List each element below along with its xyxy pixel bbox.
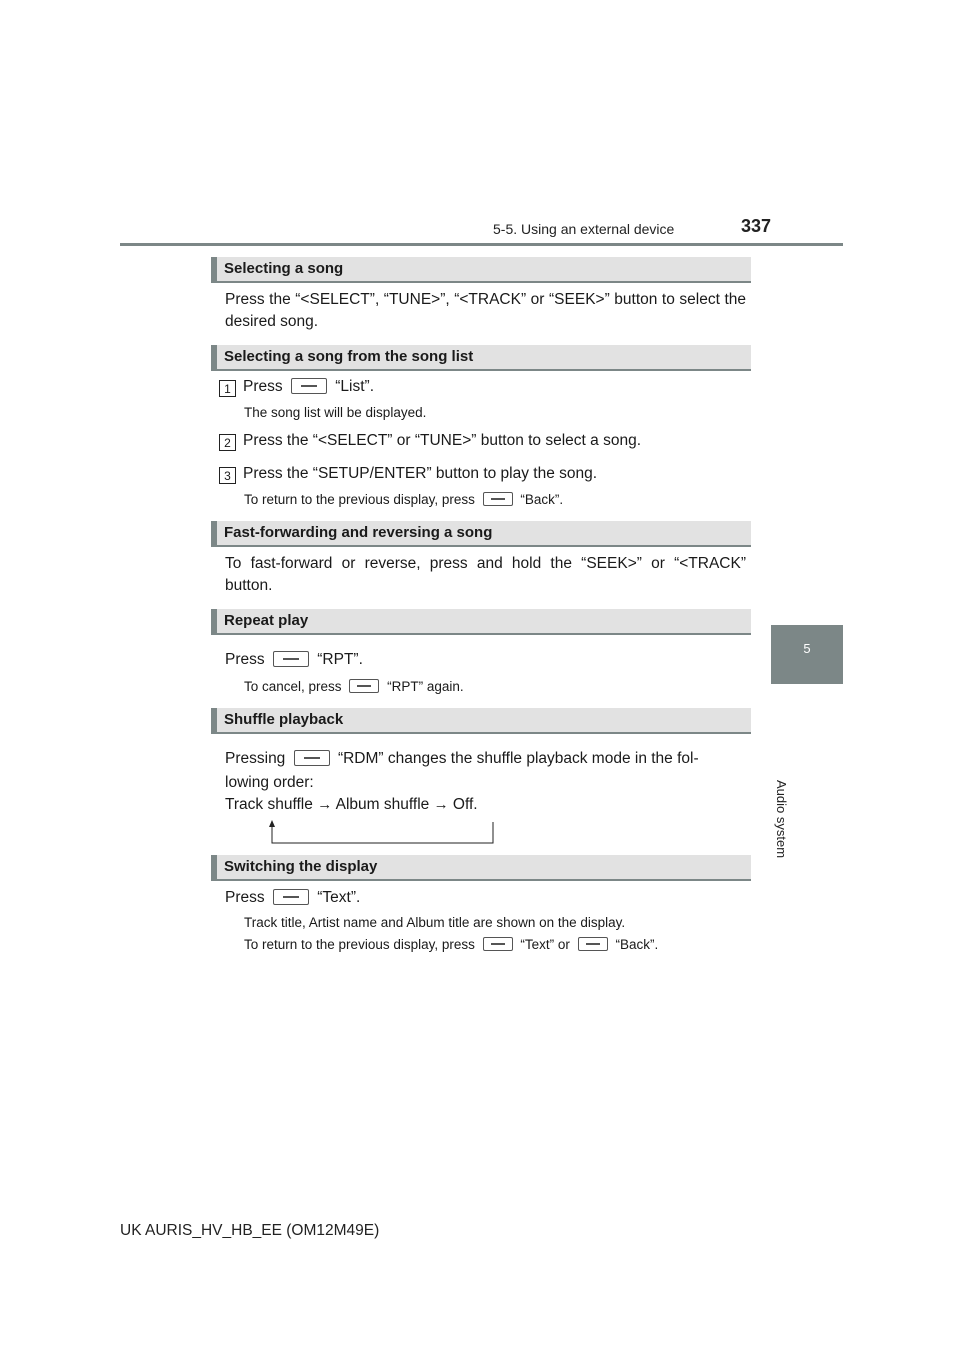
- right-arrow-icon: →: [433, 796, 449, 813]
- repeat-note: To cancel, press “RPT” again.: [244, 679, 464, 694]
- step-number-1: 1: [219, 380, 236, 397]
- step-number-3: 3: [219, 467, 236, 484]
- step-2-text: Press the “<SELECT” or “TUNE>” button to select a song.: [243, 432, 641, 449]
- header-rule: [120, 243, 843, 246]
- soft-key-button-icon: [578, 937, 608, 951]
- shuffle-line-2: lowing order:: [225, 774, 314, 791]
- chapter-title: Audio system: [774, 780, 789, 859]
- section-header-shuffle: Shuffle playback: [211, 708, 751, 734]
- shuffle-order: Track shuffle → Album shuffle → Off.: [225, 796, 478, 813]
- soft-key-button-icon: [273, 889, 309, 905]
- section-header-repeat: Repeat play: [211, 609, 751, 635]
- display-note-2: To return to the previous display, press “Text” or “Back”.: [244, 937, 659, 952]
- soft-key-button-icon: [291, 378, 327, 394]
- display-line: Press “Text”.: [225, 889, 361, 906]
- page-number: 337: [741, 216, 772, 236]
- display-note-1: Track title, Artist name and Album title are shown on the display.: [244, 915, 626, 930]
- section-header-display: Switching the display: [211, 855, 751, 881]
- step-1-note: The song list will be displayed.: [244, 405, 427, 420]
- step-3-text: Press the “SETUP/ENTER” button to play the song.: [243, 465, 598, 482]
- section-header-fast-forward: Fast-forwarding and reversing a song: [211, 521, 751, 547]
- footer-model: UK AURIS_HV_HB_EE (OM12M49E): [120, 1222, 380, 1239]
- soft-key-button-icon: [483, 492, 513, 506]
- chapter-tab: [771, 625, 843, 684]
- step-3-note: To return to the previous display, press “Back”.: [244, 492, 564, 507]
- repeat-line: Press “RPT”.: [225, 651, 363, 668]
- shuffle-line-1: Pressing “RDM” changes the shuffle playback mode in the fol-: [225, 750, 699, 767]
- soft-key-button-icon: [349, 679, 379, 693]
- header-section-title: 5-5. Using an external device: [493, 221, 675, 237]
- step-1-text: Press “List”.: [243, 378, 374, 395]
- soft-key-button-icon: [273, 651, 309, 667]
- fast-forward-body: To fast-forward or reverse, press and hold the “SEEK>” or “<TRACK” button.: [225, 555, 746, 594]
- section-header-song-list: Selecting a song from the song list: [211, 345, 751, 371]
- soft-key-button-icon: [483, 937, 513, 951]
- step-number-2: 2: [219, 434, 236, 451]
- section-header-selecting-song: Selecting a song: [211, 257, 751, 283]
- selecting-song-body: Press the “<SELECT”, “TUNE>”, “<TRACK” or “SEEK>” button to select the desired song.: [225, 291, 746, 330]
- chapter-number: 5: [803, 641, 811, 656]
- right-arrow-icon: →: [317, 796, 333, 813]
- loop-back-arrow-icon: [262, 818, 498, 848]
- chapter-label: [774, 690, 807, 859]
- soft-key-button-icon: [294, 750, 330, 766]
